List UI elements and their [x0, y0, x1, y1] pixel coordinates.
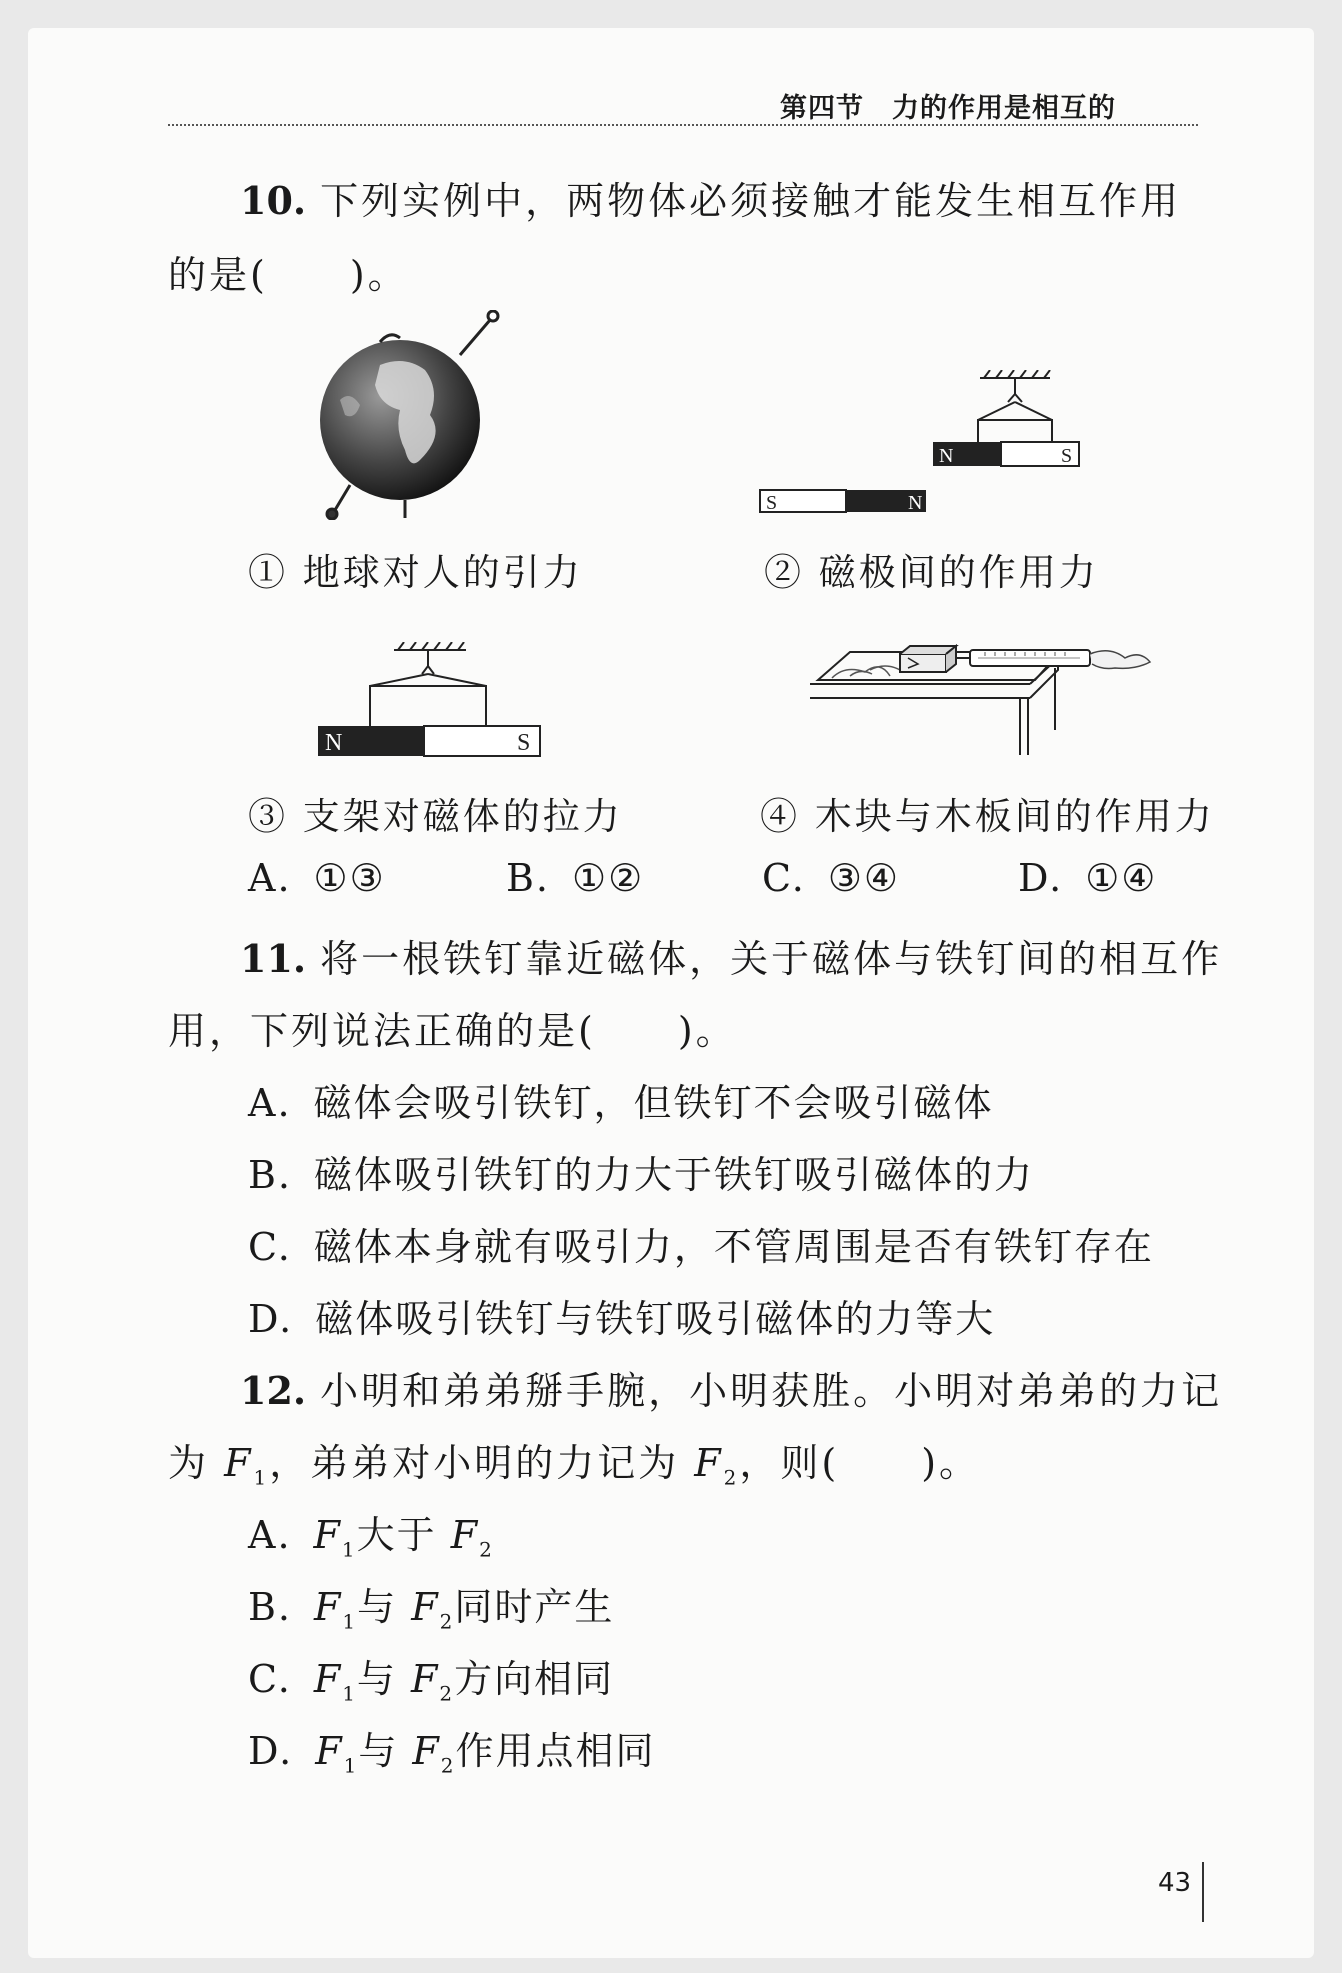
spring-scale [970, 650, 1090, 666]
hand [1090, 651, 1150, 669]
page-number: 43 [1158, 1868, 1192, 1898]
magnet-s-label: S [517, 730, 531, 756]
caption-2: ② 磁极间的作用力 [764, 551, 1099, 594]
wood-block-figure [810, 640, 1160, 760]
running-header [780, 86, 1116, 125]
q10-option-d[interactable]: D. ①④ [1018, 856, 1158, 900]
support-frame [370, 642, 486, 726]
wood-block [900, 646, 956, 672]
page [28, 28, 1314, 1958]
q12-option-d[interactable]: D. $F_1$与 $F_2$作用点相同 [248, 1729, 656, 1778]
q11-option-c[interactable]: C. 磁体本身就有吸引力，不管周围是否有铁钉存在 [248, 1225, 1154, 1269]
hanging-magnet-n-label: N [939, 445, 954, 467]
caption-1: ① 地球对人的引力 [248, 551, 583, 594]
q12-option-a[interactable]: A. $F_1$大于 $F_2$ [248, 1513, 494, 1562]
header-divider [168, 124, 1198, 126]
q12-option-c[interactable]: C. $F_1$与 $F_2$方向相同 [248, 1657, 615, 1706]
q12-stem-line1: 12. 小明和弟弟掰手腕，小明获胜。小明对弟弟的力记 [240, 1368, 1223, 1413]
q11-stem-line1: 11. 将一根铁钉靠近磁体，关于磁体与铁钉间的相互作 [240, 936, 1223, 981]
page-number-rule [1202, 1862, 1204, 1922]
caption-3: ③ 支架对磁体的拉力 [248, 795, 623, 838]
q10-stem-line2: 的是( )。 [168, 253, 409, 297]
q10-option-c[interactable]: C. ③④ [762, 856, 900, 900]
q12-stem-line2: 为 $F_1$，弟弟对小明的力记为 $F_2$，则( )。 [168, 1441, 981, 1490]
q12-number: 12. [240, 1368, 307, 1413]
magnet-n-label: N [325, 730, 343, 756]
q11-option-a[interactable]: A. 磁体会吸引铁钉，但铁钉不会吸引磁体 [248, 1081, 994, 1125]
q10-option-a[interactable]: A. ①③ [248, 856, 386, 900]
ceiling-support [978, 370, 1052, 442]
q10-number: 10. [240, 178, 307, 223]
ground-magnet-n-label: N [908, 492, 923, 514]
q11-option-d[interactable]: D. 磁体吸引铁钉与铁钉吸引磁体的力等大 [248, 1297, 996, 1341]
section-title: 力的作用是相互的 [892, 93, 1116, 124]
q11-stem-line2: 用，下列说法正确的是( )。 [168, 1009, 737, 1053]
caption-4: ④ 木块与木板间的作用力 [760, 795, 1215, 838]
q12-option-b[interactable]: B. $F_1$与 $F_2$同时产生 [248, 1585, 615, 1634]
q10-stem-line1: 10. 下列实例中，两物体必须接触才能发生相互作用 [240, 178, 1182, 223]
ground-magnet-s-label: S [766, 492, 778, 514]
earth-figure [310, 310, 510, 520]
section-label: 第四节 [780, 93, 864, 124]
q11-number: 11. [240, 936, 307, 981]
support-magnet-figure [316, 642, 546, 762]
q10-option-b[interactable]: B. ①② [506, 856, 645, 900]
q11-option-b[interactable]: B. 磁体吸引铁钉的力大于铁钉吸引磁体的力 [248, 1153, 1035, 1197]
person-top [460, 311, 498, 355]
magnets-interaction-figure [758, 370, 1098, 520]
wood-grain [832, 666, 900, 678]
hanging-magnet-s-label: S [1061, 445, 1073, 467]
